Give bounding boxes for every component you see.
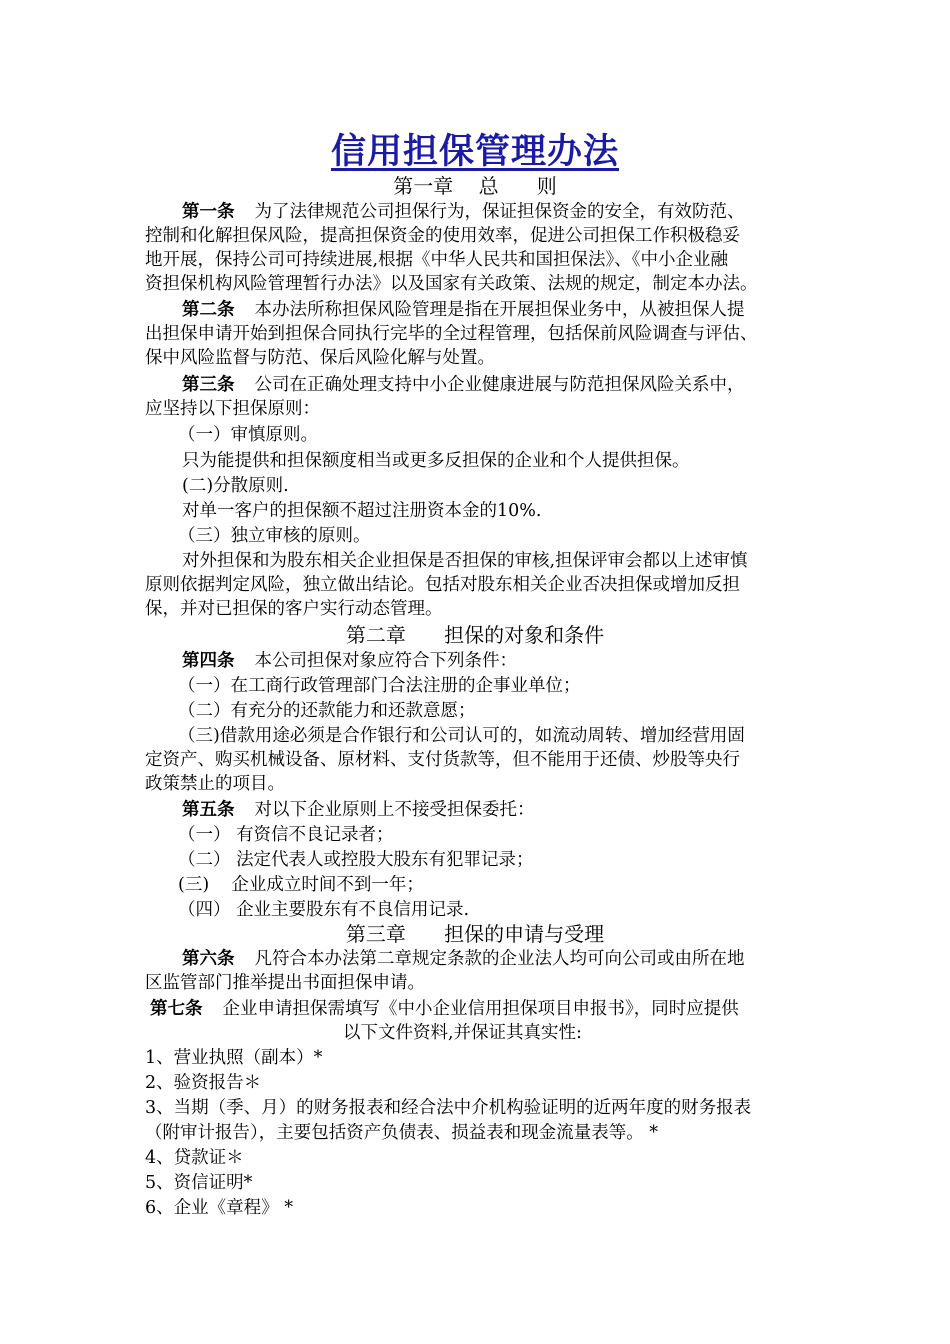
article-6-label: 第六条 xyxy=(182,949,235,969)
principle-1-text: 只为能提供和担保额度相当或更多反担保的企业和个人提供担保。 xyxy=(182,451,690,471)
doc-list-item-3-line-2: （附审计报告），主要包括资产负债表、损益表和现金流量表等。 * xyxy=(145,1123,659,1143)
article-5-item-4: （四） 企业主要股东有不良信用记录. xyxy=(178,900,470,920)
article-2-line-3: 保中风险监督与防范、保后风险化解与处置。 xyxy=(145,348,495,368)
article-5-text: 对以下企业原则上不接受担保委托： xyxy=(254,800,535,820)
article-4-item-3-line-2: 定资产、购买机械设备、原材料、支付货款等，但不能用于还债、炒股等央行 xyxy=(145,750,740,770)
article-7-text: 企业申请担保需填写《中小企业信用担保项目申报书》，同时应提供 xyxy=(222,999,739,1019)
article-5-line-1 xyxy=(145,798,810,822)
article-1-text: 为了法律规范公司担保行为，保证担保资金的安全，有效防范、 xyxy=(254,202,745,222)
doc-list-item-3-line-1: 3、当期（季、月）的财务报表和经合法中介机构验证明的近两年度的财务报表 xyxy=(145,1098,752,1118)
article-1-label: 第一条 xyxy=(182,202,235,222)
principle-2-text: 对单一客户的担保额不超过注册资本金的10%. xyxy=(182,501,542,521)
article-1-line-3: 地开展，保持公司可持续进展,根据《中华人民共和国担保法》、《中小企业融 xyxy=(145,250,729,270)
article-2-line-1 xyxy=(145,298,810,322)
article-6-text: 凡符合本办法第二章规定条款的企业法人均可向公司或由所在地 xyxy=(254,949,745,969)
article-5-item-2: （二） 法定代表人或控股大股东有犯罪记录； xyxy=(178,850,534,870)
article-3-line-2: 应坚持以下担保原则： xyxy=(145,399,320,419)
chapter-heading-1: 第一章 总 则 xyxy=(393,174,557,198)
article-4-item-1: （一）在工商行政管理部门合法注册的企事业单位； xyxy=(178,676,581,696)
principle-2-heading: (二)分散原则. xyxy=(182,476,289,496)
principle-3-text-line-3: 保，并对已担保的客户实行动态管理。 xyxy=(145,599,443,619)
principle-1-heading: （一）审慎原则。 xyxy=(178,425,318,445)
principle-3-text-line-1: 对外担保和为股东相关企业担保是否担保的审核,担保评审会都以上述审慎 xyxy=(182,551,748,571)
article-1-line-2: 控制和化解担保风险，提高担保资金的使用效率，促进公司担保工作积极稳妥 xyxy=(145,226,740,246)
article-5-item-1: （一） 有资信不良记录者； xyxy=(178,825,394,845)
article-3-label: 第三条 xyxy=(182,375,235,395)
article-1-line-1 xyxy=(145,200,810,224)
document-title: 信用担保管理办法 xyxy=(330,131,619,172)
article-6-line-2: 区监管部门推举提出书面担保申请。 xyxy=(145,973,425,993)
article-4-item-3-line-3: 政策禁止的项目。 xyxy=(145,774,285,794)
article-3-line-1 xyxy=(145,373,810,397)
doc-list-item-5: 5、资信证明* xyxy=(145,1173,253,1193)
article-4-item-3-line-1: （三)借款用途必须是合作银行和公司认可的，如流动周转、增加经营用固 xyxy=(178,726,745,746)
article-2-line-2: 出担保申请开始到担保合同执行完毕的全过程管理，包括保前风险调查与评估、 xyxy=(145,324,758,344)
doc-list-item-4: 4、贷款证＊ xyxy=(145,1148,244,1168)
article-4-item-2: （二）有充分的还款能力和还款意愿； xyxy=(178,701,476,721)
article-7-label: 第七条 xyxy=(150,999,203,1019)
principle-3-heading: （三）独立审核的原则。 xyxy=(178,526,371,546)
article-4-text: 本公司担保对象应符合下列条件： xyxy=(254,651,517,671)
article-4-line-1 xyxy=(145,649,810,673)
doc-list-item-6: 6、企业《章程》 * xyxy=(145,1198,293,1218)
doc-list-item-1: 1、营业执照（副本）* xyxy=(145,1048,323,1068)
chapter-heading-3: 第三章 担保的申请与受理 xyxy=(345,922,605,946)
chapter-heading-2: 第二章 担保的对象和条件 xyxy=(345,623,605,647)
article-1-line-4: 资担保机构风险管理暂行办法》以及国家有关政策、法规的规定，制定本办法。 xyxy=(145,274,758,294)
article-2-text: 本办法所称担保风险管理是指在开展担保业务中，从被担保人提 xyxy=(254,300,745,320)
article-7-line-2: 以下文件资料,并保证其真实性: xyxy=(343,1023,582,1043)
article-4-label: 第四条 xyxy=(182,651,235,671)
doc-list-item-2: 2、验资报告＊ xyxy=(145,1073,262,1093)
article-6-line-1 xyxy=(145,947,810,971)
article-7-line-1 xyxy=(150,997,815,1021)
article-5-label: 第五条 xyxy=(182,800,235,820)
article-5-item-3: (三) 企业成立时间不到一年； xyxy=(178,875,424,895)
article-3-text: 公司在正确处理支持中小企业健康进展与防范担保风险关系中， xyxy=(254,375,745,395)
article-2-label: 第二条 xyxy=(182,300,235,320)
principle-3-text-line-2: 原则依据判定风险，独立做出结论。包括对股东相关企业否决担保或增加反担 xyxy=(145,575,740,595)
